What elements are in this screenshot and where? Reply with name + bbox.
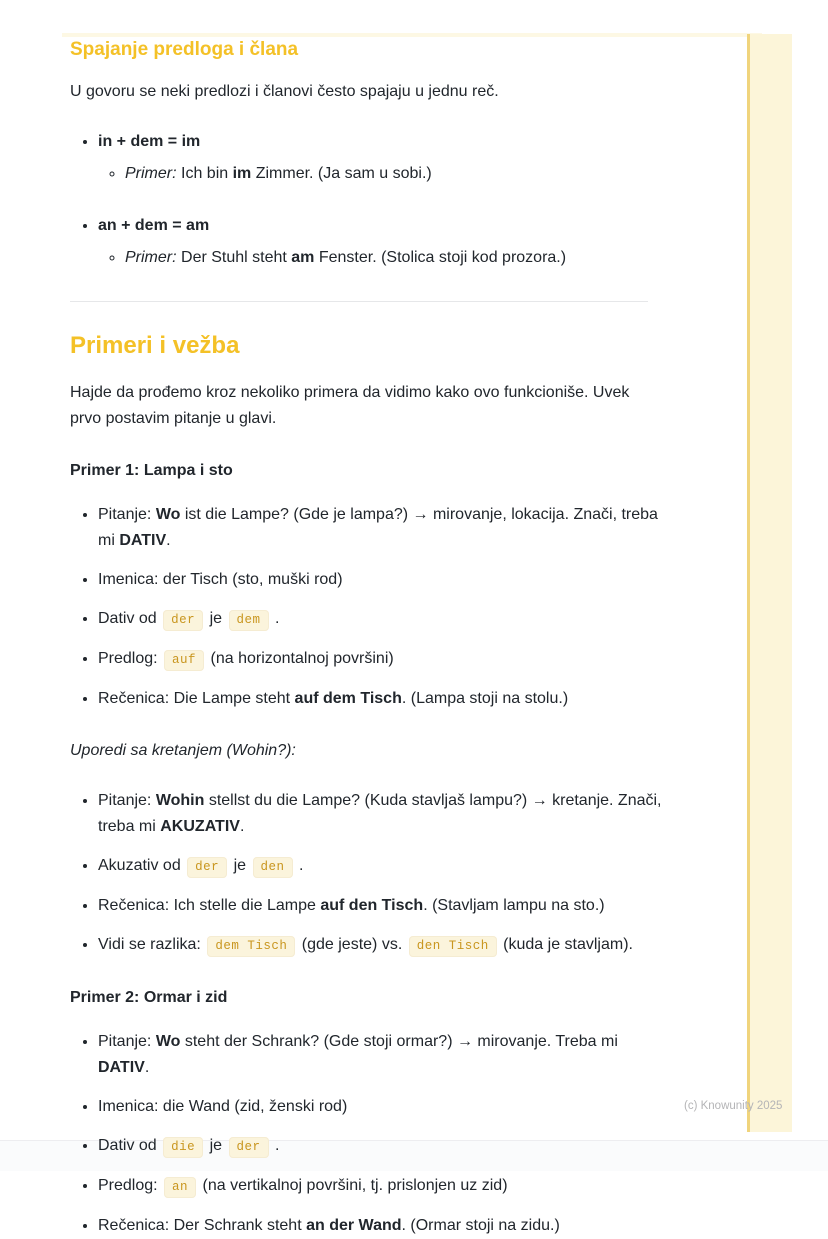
item-text: (kuda je stavljam). [498,936,633,953]
list-item [98,646,662,673]
section-heading-spajanje: Spajanje predloga i člana [70,39,299,60]
inline-code-chip: der [229,1137,269,1158]
kretanje-list [70,788,662,959]
item-text: Akuzativ od [98,857,186,874]
list-item [98,932,662,959]
item-bold: Wo [155,1033,181,1050]
list-item [98,1173,662,1200]
primer-1-list [70,502,662,712]
section-divider [70,301,648,302]
item-text: Predlog: [98,1177,163,1194]
item-text: . [144,1059,150,1076]
item-text: je [205,610,227,627]
item-text: Rečenica: Die Lampe steht [98,690,295,707]
rule-formula: in + dem = im [98,133,201,150]
inline-code-chip: den [253,857,293,878]
list-item [98,567,662,593]
document-content [70,0,662,1239]
list-item [98,1213,662,1239]
inline-code-chip: die [163,1137,203,1158]
item-text: . (Ormar stoji na zidu.) [401,1217,560,1234]
item-text: Pitanje: [98,1033,156,1050]
item-text: . [270,610,280,627]
item-bold: auf dem Tisch [294,690,402,707]
item-text: . [294,857,304,874]
item-text: Pitanje: [98,506,156,523]
list-item [98,893,662,919]
example-text: Der Stuhl steht [176,249,292,266]
item-text: Vidi se razlika: [98,936,206,953]
primer-2-list [70,1029,662,1239]
item-text: (na horizontalnoj površini) [206,650,394,667]
list-item [98,686,662,712]
list-item [98,788,662,840]
item-text: Rečenica: Der Schrank steht [98,1217,307,1234]
primer-2-title: Primer 2: Ormar i zid [70,989,228,1006]
item-bold: Wo [155,506,181,523]
inline-code-chip: der [163,610,203,631]
rules-list [70,129,662,271]
item-text: Pitanje: [98,792,156,809]
item-text: (gde jeste) vs. [297,936,407,953]
section-intro: U govoru se neki predlozi i članovi često spajaju u jednu reč. [70,83,499,100]
item-text: Imenica: die Wand (zid, ženski rod) [98,1098,348,1115]
item-text: Imenica: der Tisch (sto, muški rod) [98,571,343,588]
margin-stripe [747,34,792,1132]
primer-1-title: Primer 1: Lampa i sto [70,462,233,479]
watermark: (c) Knowunity 2025 [684,1100,783,1112]
list-item [98,502,662,554]
rule-formula: an + dem = am [98,217,210,234]
item-bold: DATIV [98,1059,145,1076]
inline-code-chip: auf [164,650,204,671]
inline-code-chip: dem Tisch [207,936,295,957]
item-text: Predlog: [98,650,163,667]
item-bold: an der Wand [306,1217,402,1234]
list-item [98,853,662,880]
example-text: Fenster. (Stolica stoji kod prozora.) [314,249,567,266]
item-text: . (Stavljam lampu na sto.) [423,897,605,914]
example-bold: im [232,165,252,182]
rule-example-list [98,161,662,187]
item-text: steht der Schrank? (Gde stoji ormar?) → mirovanje. Treba mi [180,1033,618,1050]
item-text: . (Lampa stoji na stolu.) [401,690,569,707]
inline-code-chip: an [164,1177,196,1198]
item-bold: DATIV [119,532,167,549]
item-text: . [239,818,245,835]
item-text: Rečenica: Ich stelle die Lampe [98,897,321,914]
example-label: Primer: [125,165,177,182]
rule-item [98,129,662,187]
section-heading-primeri: Primeri i vežba [70,332,240,359]
item-text: Dativ od [98,610,162,627]
item-bold: AKUZATIV [160,818,240,835]
item-text: (na vertikalnoj površini, tj. prislonjen uz zid) [198,1177,508,1194]
rule-example-list [98,245,662,271]
inline-code-chip: dem [229,610,269,631]
inline-code-chip: der [187,857,227,878]
item-text: je [205,1137,227,1154]
rule-example [125,245,662,271]
inline-code-chip: den Tisch [409,936,497,957]
compare-note: Uporedi sa kretanjem (Wohin?): [70,742,296,759]
example-bold: am [291,249,315,266]
example-text: Ich bin [176,165,233,182]
rule-item [98,213,662,271]
item-text: Dativ od [98,1137,162,1154]
example-text: Zimmer. (Ja sam u sobi.) [251,165,432,182]
list-item [98,1094,662,1120]
item-text: ist die Lampe? (Gde je lampa?) → mirovanje, lokacija. Znači, treba mi [98,506,658,549]
list-item [98,606,662,633]
rule-example [125,161,662,187]
item-text: je [229,857,251,874]
item-text: . [166,532,171,549]
section-intro: Hajde da prođemo kroz nekoliko primera da vidimo kako ovo funkcioniše. Uvek prvo postavim pitanje u glavi. [70,384,630,427]
example-label: Primer: [125,249,177,266]
item-text: . [270,1137,280,1154]
list-item [98,1029,662,1081]
list-item [98,1133,662,1160]
item-bold: auf den Tisch [320,897,424,914]
item-text: stellst du die Lampe? (Kuda stavljaš lampu?) → kretanje. Znači, treba mi [98,792,662,835]
item-bold: Wohin [155,792,205,809]
